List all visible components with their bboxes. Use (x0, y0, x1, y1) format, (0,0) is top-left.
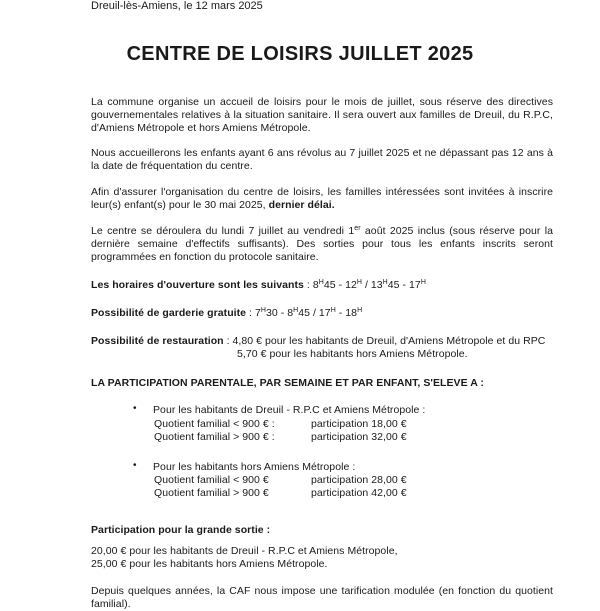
quotient-row-amount: participation 42,00 € (311, 487, 407, 499)
dates-text-b: août 2025 inclus (sous réserve pour la dernière semaine d'effectifs suffisants). Des sorties pour tous les enfants inscrits seront programmées en fonction du protocole sanitaire. (91, 225, 553, 263)
group-label: Pour les habitants de Dreuil - R.P.C et Amiens Métropole : (153, 404, 426, 416)
daycare-sup: H (293, 307, 299, 314)
quotient-row-label: Quotient familial < 900 € (154, 474, 269, 486)
daycare-part: 30 - 8 (265, 307, 294, 319)
daycare-sup: H (357, 307, 363, 314)
opening-hours-sep: : (303, 279, 313, 291)
hours-part: / 13 (361, 279, 383, 291)
big-outing-price-2: 25,00 € pour les habitants hors Amiens Métropole. (91, 558, 328, 570)
quotient-row-label: Quotient familial < 900 € : (154, 418, 275, 430)
caf-paragraph: Depuis quelques années, la CAF nous impose une tarification modulée (en fonction du quotient familial). (91, 585, 553, 610)
dates-text-a: Le centre se déroulera du lundi 7 juillet au vendredi 1 (91, 225, 355, 237)
hours-sup: H (382, 279, 388, 286)
quotient-row-amount: participation 28,00 € (311, 474, 407, 486)
hours-sup: H (356, 279, 362, 286)
daycare-label: Possibilité de garderie gratuite (91, 307, 247, 319)
catering-line-1 (91, 335, 545, 348)
daycare-part: 45 / 17 (298, 307, 331, 319)
hours-sup: H (318, 279, 324, 286)
big-outing-price-1: 20,00 € pour les habitants de Dreuil - R.P.C et Amiens Métropole, (91, 545, 398, 557)
catering-price-1: : 4,80 € pour les habitants de Dreuil, d'Amiens Métropole et du RPC (223, 335, 546, 347)
daycare-part: 7 (254, 307, 261, 319)
document-title: CENTRE DE LOISIRS JUILLET 2025 (126, 43, 474, 65)
catering-price-2: 5,70 € pour les habitants hors Amiens Métropole. (237, 348, 468, 360)
deadline-text: dernier délai. (268, 199, 335, 211)
daycare-sup: H (260, 307, 266, 314)
quotient-row-label: Quotient familial > 900 € : (154, 431, 275, 443)
daycare-sep: : (246, 307, 255, 319)
participation-heading: LA PARTICIPATION PARENTALE, PAR SEMAINE ET PAR ENFANT, S'ELEVE A : (91, 377, 484, 389)
daycare-part: - 18 (335, 307, 358, 319)
opening-hours (91, 279, 426, 292)
place-date: Dreuil-lès-Amiens, le 12 mars 2025 (91, 0, 263, 12)
bullet-icon: • (133, 403, 137, 414)
intro-paragraph-1: La commune organise un accueil de loisirs pour le mois de juillet, sous réserve des directives gouvernementales relatives à la situation sanitaire. Il sera ouvert aux familles de Dreuil, du R.P.C, d'Amiens Métropole et hors Amiens Métropole. (91, 96, 553, 134)
intro-paragraph-2: Nous accueillerons les enfants ayant 6 ans révolus au 7 juillet 2025 et ne dépassant pas 12 ans à la date de fréquentation du centre. (91, 147, 553, 172)
group-label: Pour les habitants hors Amiens Métropole : (153, 461, 356, 473)
dates-sup: er (354, 225, 361, 232)
quotient-row-amount: participation 32,00 € (311, 431, 407, 443)
intro-paragraph-3 (91, 186, 553, 212)
opening-hours-label: Les horaires d'ouverture sont les suivants (91, 279, 304, 291)
hours-part: 8 (312, 279, 319, 291)
quotient-row-amount: participation 18,00 € (311, 418, 407, 430)
bullet-icon: • (133, 460, 137, 471)
intro-paragraph-4 (91, 225, 553, 264)
hours-part: 45 - 17 (387, 279, 421, 291)
big-outing-heading: Participation pour la grande sortie : (91, 524, 271, 536)
catering-label: Possibilité de restauration (91, 335, 224, 347)
quotient-row-label: Quotient familial > 900 € (154, 487, 269, 499)
hours-sup: H (420, 279, 426, 286)
hours-part: 45 - 12 (323, 279, 357, 291)
daycare-hours (91, 307, 362, 320)
daycare-sup: H (330, 307, 336, 314)
registration-text: Afin d'assurer l'organisation du centre de loisirs, les familles intéressées sont invitées à inscrire leur(s) enfant(s) pour le 30 mai 2025, (91, 186, 553, 211)
